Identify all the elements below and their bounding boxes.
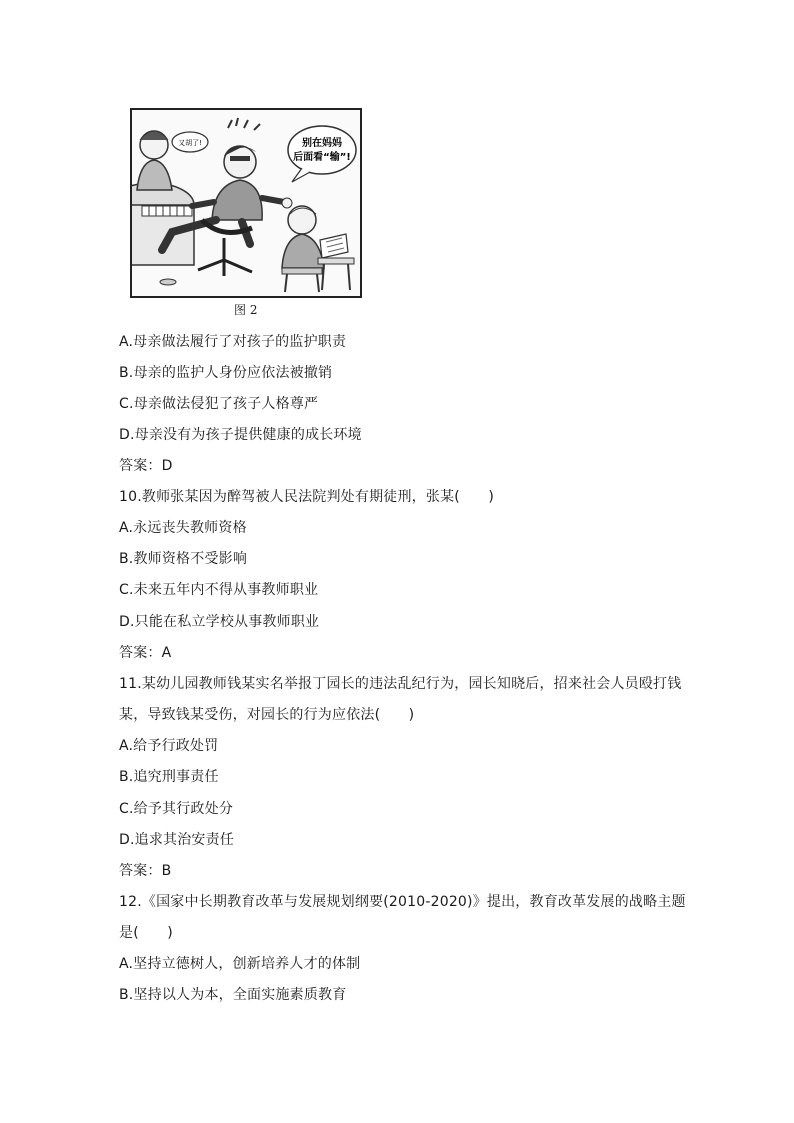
q10-option-d: D.只能在私立学校从事教师职业 <box>119 614 320 630</box>
q9-option-c: C.母亲做法侵犯了孩子人格尊严 <box>119 396 319 412</box>
q11-option-d: D.追求其治安责任 <box>119 832 235 848</box>
q11-option-a: A.给予行政处罚 <box>119 738 219 754</box>
q12-stem-line1: 12.《国家中长期教育改革与发展规划纲要(2010-2020)》提出，教育改革发展的战略主题 <box>119 894 686 910</box>
q12-stem-line2: 是( ) <box>119 925 173 941</box>
bubble-right-line2: 后面看“输”! <box>293 152 351 163</box>
q11-option-c: C.给予其行政处分 <box>119 801 234 817</box>
bubble-right-line1: 别在妈妈 <box>302 138 342 149</box>
cartoon-illustration <box>130 108 362 298</box>
q10-option-b: B.教师资格不受影响 <box>119 551 248 567</box>
q11-answer: 答案：B <box>119 863 172 879</box>
q10-option-a: A.永远丧失教师资格 <box>119 520 247 536</box>
bubble-left-text: 又胡了! <box>178 139 202 147</box>
q9-option-a: A.母亲做法履行了对孩子的监护职责 <box>119 334 347 350</box>
q11-stem-line2: 某，导致钱某受伤，对园长的行为应依法( ) <box>119 707 415 723</box>
q11-option-b: B.追究刑事责任 <box>119 769 219 785</box>
q10-answer: 答案：A <box>119 645 172 661</box>
figure-caption: 图 2 <box>234 303 258 317</box>
q11-stem-line1: 11.某幼儿园教师钱某实名举报丁园长的违法乱纪行为，园长知晓后，招来社会人员殴打钱 <box>119 676 682 692</box>
q9-answer: 答案：D <box>119 458 173 474</box>
cartoon-drawing <box>132 110 360 296</box>
q10-stem: 10.教师张某因为醉驾被人民法院判处有期徒刑，张某( ) <box>119 489 494 505</box>
q9-option-d: D.母亲没有为孩子提供健康的成长环境 <box>119 427 362 443</box>
q12-option-b: B.坚持以人为本，全面实施素质教育 <box>119 987 347 1003</box>
q10-option-c: C.未来五年内不得从事教师职业 <box>119 582 319 598</box>
q9-option-b: B.母亲的监护人身份应依法被撤销 <box>119 365 333 381</box>
q12-option-a: A.坚持立德树人，创新培养人才的体制 <box>119 956 361 972</box>
